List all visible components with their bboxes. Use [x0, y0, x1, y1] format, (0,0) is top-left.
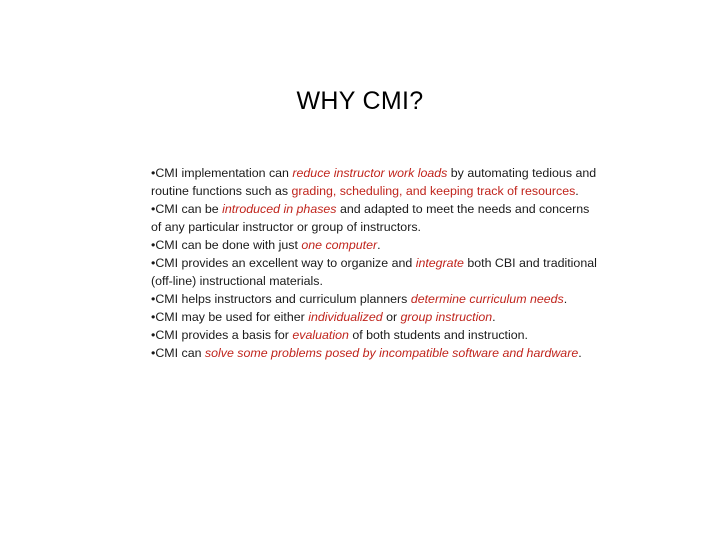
- bullet-item: [151, 308, 601, 326]
- bullet-text: •CMI can: [151, 346, 205, 360]
- bullet-text: both CBI and traditional (off-line) instructional materials.: [151, 256, 597, 288]
- slide-title: WHY CMI?: [296, 87, 424, 115]
- bullet-item: [151, 164, 601, 200]
- bullet-list: [151, 164, 601, 362]
- bullet-text: •CMI can be done with just: [151, 238, 302, 252]
- bullet-text: •CMI provides a basis for: [151, 328, 293, 342]
- bullet-text: of both students and instruction.: [348, 328, 528, 342]
- bullet-text: .: [563, 292, 568, 306]
- bullet-text: •CMI provides an excellent way to organize and: [151, 256, 416, 270]
- bullet-item: [151, 236, 601, 254]
- emphasis-text: solve some problems posed by incompatible software and hardware: [204, 346, 579, 360]
- highlight-text: grading, scheduling, and keeping track of resources: [291, 184, 576, 198]
- bullet-item: [151, 290, 601, 308]
- bullet-text: •CMI implementation can: [151, 166, 293, 180]
- bullet-item: [151, 326, 601, 344]
- bullet-text: .: [578, 346, 582, 360]
- bullet-text: and adapted to meet the needs and concerns of any particular instructor or group of instructors.: [151, 202, 590, 234]
- emphasis-text: determine curriculum needs: [410, 292, 564, 306]
- emphasis-text: introduced in phases: [222, 202, 337, 216]
- emphasis-text: individualized: [308, 310, 383, 324]
- bullet-text: .: [575, 184, 579, 198]
- emphasis-text: group instruction: [400, 310, 493, 324]
- bullet-text: .: [377, 238, 381, 252]
- bullet-item: [151, 344, 601, 362]
- bullet-item: [151, 200, 601, 236]
- emphasis-text: one computer: [301, 238, 378, 252]
- emphasis-text: evaluation: [292, 328, 349, 342]
- bullet-text: .: [492, 310, 496, 324]
- emphasis-text: reduce instructor work loads: [292, 166, 448, 180]
- bullet-text: •CMI may be used for either: [151, 310, 309, 324]
- bullet-text: or: [382, 310, 401, 324]
- bullet-text: by automating tedious and routine functions such as: [151, 166, 597, 198]
- bullet-item: [151, 254, 601, 290]
- bullet-text: •CMI helps instructors and curriculum planners: [151, 292, 411, 306]
- bullet-text: •CMI can be: [151, 202, 223, 216]
- emphasis-text: integrate: [415, 256, 464, 270]
